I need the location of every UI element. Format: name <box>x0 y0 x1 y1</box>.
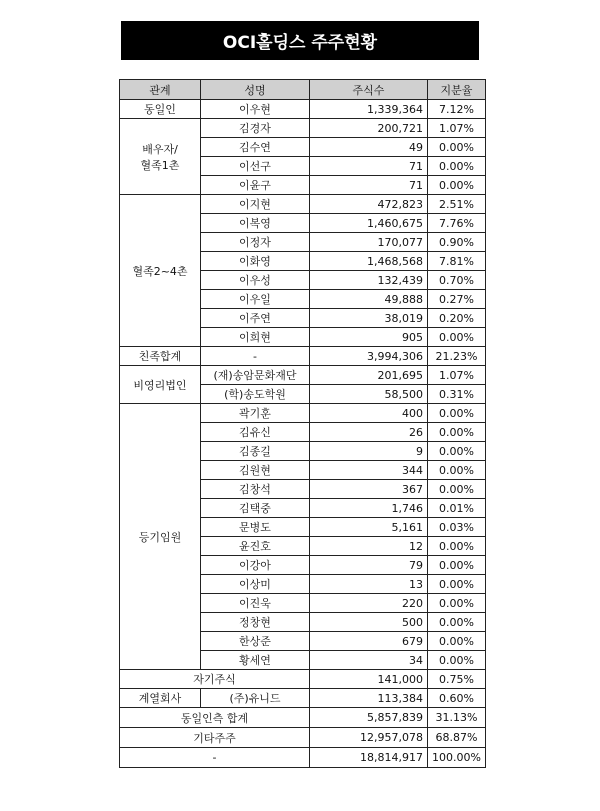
shares-cell: 1,460,675 <box>310 214 428 233</box>
shares-cell: 13 <box>310 575 428 594</box>
ratio-cell: 0.00% <box>428 575 486 594</box>
shares-cell: 5,161 <box>310 518 428 537</box>
ratio-cell: 0.00% <box>428 556 486 575</box>
table-row <box>120 347 486 366</box>
table-row <box>120 404 486 423</box>
treasury-label: 자기주식 <box>120 670 310 689</box>
name-cell: 이복영 <box>201 214 310 233</box>
ratio-cell: 1.07% <box>428 366 486 385</box>
name-cell: (재)송암문화재단 <box>201 366 310 385</box>
relation-cell: 혈족2~4촌 <box>120 195 201 347</box>
shares-cell: 26 <box>310 423 428 442</box>
ratio-cell: 0.70% <box>428 271 486 290</box>
shares-cell: 141,000 <box>310 670 428 689</box>
shares-cell: 1,746 <box>310 499 428 518</box>
shares-cell: 905 <box>310 328 428 347</box>
shares-cell: 38,019 <box>310 309 428 328</box>
header-ratio: 지분율 <box>428 80 486 100</box>
shares-cell: 679 <box>310 632 428 651</box>
ratio-cell: 0.00% <box>428 480 486 499</box>
name-cell: 김원현 <box>201 461 310 480</box>
shares-cell: 220 <box>310 594 428 613</box>
ratio-cell: 0.00% <box>428 176 486 195</box>
ratio-cell: 0.90% <box>428 233 486 252</box>
table-row <box>120 366 486 385</box>
ratio-cell: 0.00% <box>428 442 486 461</box>
name-cell: 이지현 <box>201 195 310 214</box>
ratio-cell: 68.87% <box>428 728 486 748</box>
shares-cell: 79 <box>310 556 428 575</box>
shares-cell: 58,500 <box>310 385 428 404</box>
ratio-cell: 7.12% <box>428 100 486 119</box>
treasury-row <box>120 670 486 689</box>
shares-cell: 367 <box>310 480 428 499</box>
ratio-cell: 0.20% <box>428 309 486 328</box>
shares-cell: 18,814,917 <box>310 748 428 768</box>
ratio-cell: 2.51% <box>428 195 486 214</box>
name-cell: (주)유니드 <box>201 689 310 708</box>
name-cell: 이윤구 <box>201 176 310 195</box>
relation-cell: 비영리법인 <box>120 366 201 404</box>
name-cell: 김종길 <box>201 442 310 461</box>
ratio-cell: 21.23% <box>428 347 486 366</box>
name-cell: 한상준 <box>201 632 310 651</box>
name-cell: 이선구 <box>201 157 310 176</box>
ratio-cell: 0.00% <box>428 613 486 632</box>
ratio-cell: 100.00% <box>428 748 486 768</box>
name-cell: 이우성 <box>201 271 310 290</box>
name-cell: 이화영 <box>201 252 310 271</box>
relation-cell: 계열회사 <box>120 689 201 708</box>
shares-cell: 71 <box>310 176 428 195</box>
grand-total-row <box>120 748 486 768</box>
name-cell: 이진욱 <box>201 594 310 613</box>
shares-cell: 9 <box>310 442 428 461</box>
shares-cell: 1,468,568 <box>310 252 428 271</box>
summary-label: 기타주주 <box>120 728 310 748</box>
name-cell: 김수연 <box>201 138 310 157</box>
relation-cell: 등기임원 <box>120 404 201 670</box>
shares-cell: 49 <box>310 138 428 157</box>
other-row <box>120 728 486 748</box>
page-title: OCI홀딩스 주주현황 <box>121 21 479 60</box>
shares-cell: 34 <box>310 651 428 670</box>
table-row <box>120 119 486 138</box>
shares-cell: 132,439 <box>310 271 428 290</box>
name-cell: 곽기훈 <box>201 404 310 423</box>
ratio-cell: 0.00% <box>428 404 486 423</box>
ratio-cell: 7.81% <box>428 252 486 271</box>
ratio-cell: 1.07% <box>428 119 486 138</box>
name-cell: - <box>201 347 310 366</box>
ratio-cell: 0.75% <box>428 670 486 689</box>
summary-label: 동일인측 합계 <box>120 708 310 728</box>
header-name: 성명 <box>201 80 310 100</box>
header-relation: 관계 <box>120 80 201 100</box>
ratio-cell: 0.00% <box>428 157 486 176</box>
ratio-cell: 0.00% <box>428 423 486 442</box>
name-cell: 이우일 <box>201 290 310 309</box>
name-cell: 정창현 <box>201 613 310 632</box>
ratio-cell: 7.76% <box>428 214 486 233</box>
shares-cell: 12,957,078 <box>310 728 428 748</box>
shares-cell: 344 <box>310 461 428 480</box>
table-body <box>120 100 486 768</box>
ratio-cell: 31.13% <box>428 708 486 728</box>
shares-cell: 12 <box>310 537 428 556</box>
shares-cell: 400 <box>310 404 428 423</box>
name-cell: 황세연 <box>201 651 310 670</box>
name-cell: 김창석 <box>201 480 310 499</box>
name-cell: 김경자 <box>201 119 310 138</box>
name-cell: 김택중 <box>201 499 310 518</box>
shares-cell: 500 <box>310 613 428 632</box>
name-cell: 이강아 <box>201 556 310 575</box>
header-row <box>120 80 486 100</box>
name-cell: 이상미 <box>201 575 310 594</box>
ratio-cell: 0.00% <box>428 632 486 651</box>
ratio-cell: 0.01% <box>428 499 486 518</box>
shares-cell: 200,721 <box>310 119 428 138</box>
ratio-cell: 0.03% <box>428 518 486 537</box>
name-cell: (학)송도학원 <box>201 385 310 404</box>
same-person-total-row <box>120 708 486 728</box>
ratio-cell: 0.00% <box>428 651 486 670</box>
ratio-cell: 0.00% <box>428 594 486 613</box>
name-cell: 김유신 <box>201 423 310 442</box>
ratio-cell: 0.27% <box>428 290 486 309</box>
shares-cell: 201,695 <box>310 366 428 385</box>
relation-cell: 친족합계 <box>120 347 201 366</box>
summary-label: - <box>120 748 310 768</box>
ratio-cell: 0.00% <box>428 138 486 157</box>
ratio-cell: 0.60% <box>428 689 486 708</box>
name-cell: 이희현 <box>201 328 310 347</box>
shares-cell: 3,994,306 <box>310 347 428 366</box>
affiliate-row <box>120 689 486 708</box>
shares-cell: 71 <box>310 157 428 176</box>
shares-cell: 113,384 <box>310 689 428 708</box>
name-cell: 문병도 <box>201 518 310 537</box>
relation-cell: 동일인 <box>120 100 201 119</box>
relation-cell: 배우자/ 혈족1촌 <box>120 119 201 195</box>
shares-cell: 49,888 <box>310 290 428 309</box>
ratio-cell: 0.00% <box>428 537 486 556</box>
table-row <box>120 100 486 119</box>
name-cell: 이정자 <box>201 233 310 252</box>
shares-cell: 5,857,839 <box>310 708 428 728</box>
name-cell: 이우현 <box>201 100 310 119</box>
shareholder-table <box>119 79 486 768</box>
ratio-cell: 0.31% <box>428 385 486 404</box>
ratio-cell: 0.00% <box>428 328 486 347</box>
name-cell: 윤진호 <box>201 537 310 556</box>
shares-cell: 472,823 <box>310 195 428 214</box>
shares-cell: 170,077 <box>310 233 428 252</box>
header-shares: 주식수 <box>310 80 428 100</box>
shares-cell: 1,339,364 <box>310 100 428 119</box>
table-row <box>120 195 486 214</box>
name-cell: 이주연 <box>201 309 310 328</box>
ratio-cell: 0.00% <box>428 461 486 480</box>
